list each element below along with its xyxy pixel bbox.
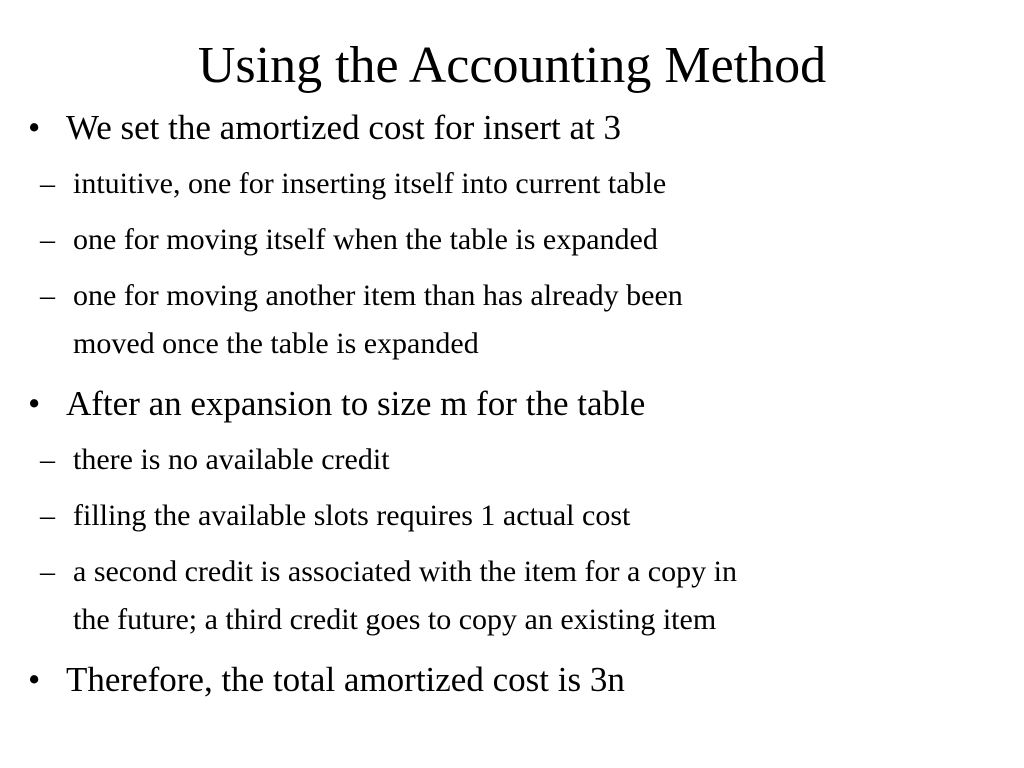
sub-item xyxy=(28,216,1008,264)
sub-text-line-2: the future; a third credit goes to copy an existing item xyxy=(73,603,717,636)
sub-text: intuitive, one for inserting itself into current table xyxy=(73,167,667,200)
dash-icon: – xyxy=(40,499,55,532)
sub-item xyxy=(28,548,1008,644)
bullet-item xyxy=(28,380,1008,428)
dash-icon: – xyxy=(40,555,55,588)
bullet-item xyxy=(28,656,1008,704)
bullet-icon: • xyxy=(28,384,41,423)
bullet-item xyxy=(28,104,1008,152)
bullet-icon: • xyxy=(28,660,41,699)
sub-text: one for moving itself when the table is expanded xyxy=(73,223,658,256)
sub-text-line-2: moved once the table is expanded xyxy=(73,327,479,360)
slide-content xyxy=(28,104,1008,716)
sub-text: there is no available credit xyxy=(73,443,390,476)
sub-list xyxy=(28,160,1008,368)
bullet-group-1 xyxy=(28,104,1008,368)
sub-list xyxy=(28,436,1008,644)
slide-title: Using the Accounting Method xyxy=(197,37,827,94)
bullet-text: Therefore, the total amortized cost is 3n xyxy=(66,660,625,699)
sub-item xyxy=(28,436,1008,484)
dash-icon: – xyxy=(40,279,55,312)
bullet-icon: • xyxy=(28,108,41,147)
sub-item xyxy=(28,492,1008,540)
sub-text-line-1: one for moving another item than has already been xyxy=(73,279,683,312)
sub-text: filling the available slots requires 1 actual cost xyxy=(73,499,631,532)
bullet-text: We set the amortized cost for insert at 3 xyxy=(66,108,622,147)
sub-item xyxy=(28,160,1008,208)
bullet-group-3 xyxy=(28,656,1008,704)
dash-icon: – xyxy=(40,223,55,256)
sub-text-line-1: a second credit is associated with the item for a copy in xyxy=(73,555,737,588)
dash-icon: – xyxy=(40,443,55,476)
bullet-group-2 xyxy=(28,380,1008,644)
dash-icon: – xyxy=(40,167,55,200)
bullet-text: After an expansion to size m for the table xyxy=(66,384,646,423)
sub-item xyxy=(28,272,1008,368)
